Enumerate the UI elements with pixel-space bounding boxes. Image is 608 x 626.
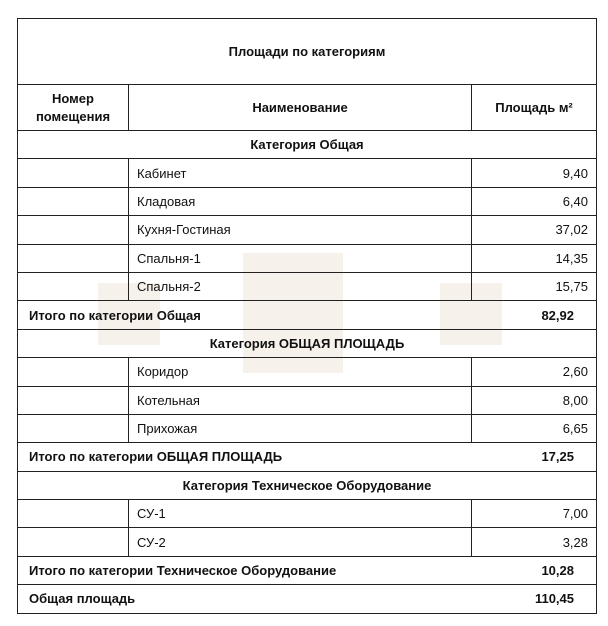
grand-total-value: 110,45 bbox=[472, 585, 597, 613]
room-area: 6,40 bbox=[472, 187, 597, 215]
room-number bbox=[18, 244, 129, 272]
table-title: Площади по категориям bbox=[18, 19, 597, 85]
room-number bbox=[18, 500, 129, 528]
category-total-row bbox=[18, 443, 597, 471]
table-row bbox=[18, 528, 597, 556]
room-number bbox=[18, 528, 129, 556]
grand-total-row bbox=[18, 585, 597, 613]
total-label: Итого по категории Общая bbox=[18, 301, 472, 329]
room-name: Кабинет bbox=[129, 159, 472, 187]
table-row bbox=[18, 386, 597, 414]
room-number bbox=[18, 272, 129, 300]
room-number bbox=[18, 358, 129, 386]
category-total-row bbox=[18, 301, 597, 329]
room-name: Котельная bbox=[129, 386, 472, 414]
room-area: 14,35 bbox=[472, 244, 597, 272]
room-name: Коридор bbox=[129, 358, 472, 386]
category-header: Категория Общая bbox=[18, 131, 597, 159]
room-area: 37,02 bbox=[472, 216, 597, 244]
category-row bbox=[18, 471, 597, 499]
table-row bbox=[18, 244, 597, 272]
room-name: Прихожая bbox=[129, 414, 472, 442]
category-header: Категория Техническое Оборудование bbox=[18, 471, 597, 499]
room-area: 3,28 bbox=[472, 528, 597, 556]
room-name: Спальня-1 bbox=[129, 244, 472, 272]
room-name: Спальня-2 bbox=[129, 272, 472, 300]
total-label: Итого по категории Техническое Оборудование bbox=[18, 556, 472, 584]
table-row bbox=[18, 272, 597, 300]
room-number bbox=[18, 187, 129, 215]
room-area: 6,65 bbox=[472, 414, 597, 442]
col-number-header: Номер помещения bbox=[18, 85, 129, 131]
room-name: Кухня-Гостиная bbox=[129, 216, 472, 244]
category-row bbox=[18, 329, 597, 357]
area-table bbox=[17, 18, 597, 614]
table-row bbox=[18, 159, 597, 187]
room-name: СУ-1 bbox=[129, 500, 472, 528]
total-value: 10,28 bbox=[472, 556, 597, 584]
room-area: 7,00 bbox=[472, 500, 597, 528]
col-area-header: Площадь м² bbox=[472, 85, 597, 131]
table-row bbox=[18, 500, 597, 528]
room-name: СУ-2 bbox=[129, 528, 472, 556]
col-name-header: Наименование bbox=[129, 85, 472, 131]
total-value: 82,92 bbox=[472, 301, 597, 329]
room-number bbox=[18, 159, 129, 187]
table-row bbox=[18, 414, 597, 442]
table-row bbox=[18, 216, 597, 244]
total-label: Итого по категории ОБЩАЯ ПЛОЩАДЬ bbox=[18, 443, 472, 471]
category-header: Категория ОБЩАЯ ПЛОЩАДЬ bbox=[18, 329, 597, 357]
room-area: 2,60 bbox=[472, 358, 597, 386]
table-row bbox=[18, 358, 597, 386]
room-area: 9,40 bbox=[472, 159, 597, 187]
category-total-row bbox=[18, 556, 597, 584]
room-number bbox=[18, 414, 129, 442]
room-number bbox=[18, 216, 129, 244]
room-name: Кладовая bbox=[129, 187, 472, 215]
grand-total-label: Общая площадь bbox=[18, 585, 472, 613]
room-number bbox=[18, 386, 129, 414]
room-area: 8,00 bbox=[472, 386, 597, 414]
table-row bbox=[18, 187, 597, 215]
category-row bbox=[18, 131, 597, 159]
total-value: 17,25 bbox=[472, 443, 597, 471]
room-area: 15,75 bbox=[472, 272, 597, 300]
